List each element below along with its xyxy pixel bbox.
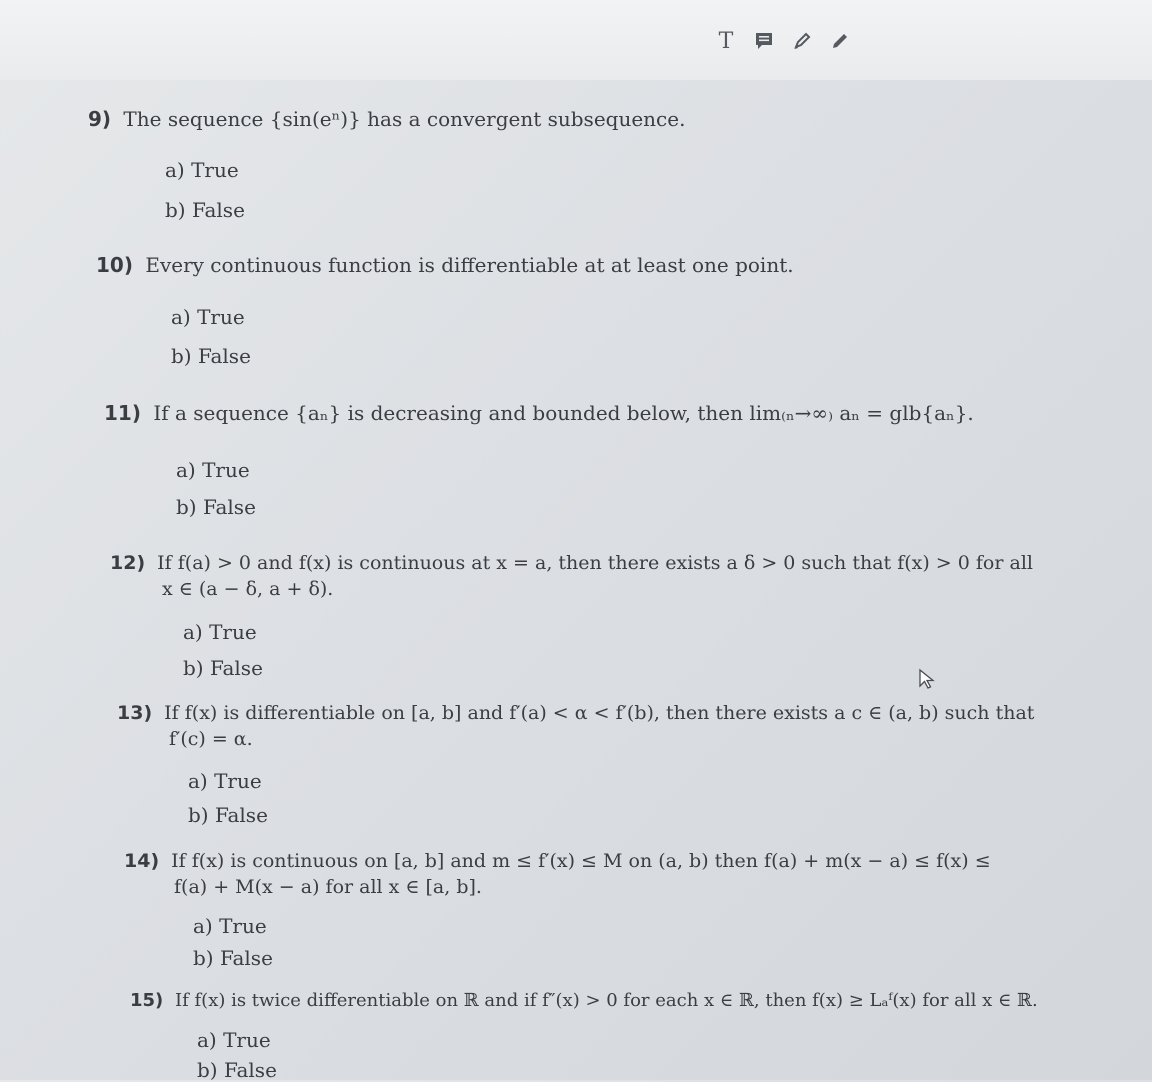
question-number: 12) (110, 552, 146, 574)
option-true[interactable]: a) True (197, 1028, 271, 1052)
option-true[interactable]: a) True (183, 620, 257, 644)
question-text: The sequence {sin(eⁿ)} has a convergent subsequence. (123, 107, 686, 131)
mouse-cursor-icon (918, 668, 938, 690)
question-number: 11) (104, 401, 141, 425)
question-15 (130, 988, 1038, 1014)
option-true[interactable]: a) True (171, 305, 245, 329)
question-text-continuation: f′(c) = α. (169, 728, 253, 750)
option-true[interactable]: a) True (188, 769, 262, 793)
option-false[interactable]: b) False (188, 803, 268, 827)
question-number: 13) (117, 702, 153, 724)
question-text: If f(x) is differentiable on [a, b] and f′(a) < α < f′(b), then there exists a c ∈ (a, b) such that (164, 702, 1035, 724)
highlighter-icon[interactable] (790, 29, 814, 53)
text-tool-icon[interactable]: T (718, 28, 734, 54)
question-14 (124, 848, 991, 900)
question-text: If f(x) is twice differentiable on ℝ and if f″(x) > 0 for each x ∈ ℝ, then f(x) ≥ Lₐᶠ(x) for all x ∈ ℝ. (175, 990, 1038, 1011)
question-10 (96, 252, 794, 278)
pen-icon[interactable] (828, 29, 852, 53)
question-number: 15) (130, 990, 164, 1011)
option-false[interactable]: b) False (176, 495, 256, 519)
option-true[interactable]: a) True (176, 458, 250, 482)
option-true[interactable]: a) True (165, 158, 239, 182)
annotation-toolbar (714, 26, 852, 56)
question-11 (104, 400, 974, 426)
option-true[interactable]: a) True (193, 914, 267, 938)
option-false[interactable]: b) False (165, 198, 245, 222)
question-9 (88, 106, 685, 132)
question-text: If f(x) is continuous on [a, b] and m ≤ f′(x) ≤ M on (a, b) then f(a) + m(x − a) ≤ f(x) ≤ (171, 850, 991, 872)
question-text-continuation: f(a) + M(x − a) for all x ∈ [a, b]. (174, 876, 482, 898)
question-12 (110, 550, 1033, 602)
option-false[interactable]: b) False (193, 946, 273, 970)
question-text: If a sequence {aₙ} is decreasing and bounded below, then lim₍ₙ→∞₎ aₙ = glb{aₙ}. (153, 401, 974, 425)
question-13 (117, 700, 1034, 752)
page-top-margin (0, 0, 1152, 80)
option-false[interactable]: b) False (171, 344, 251, 368)
question-number: 14) (124, 850, 160, 872)
question-text: Every continuous function is differentiable at at least one point. (145, 253, 794, 277)
question-number: 9) (88, 107, 112, 131)
option-false[interactable]: b) False (183, 656, 263, 680)
question-number: 10) (96, 253, 133, 277)
comment-icon[interactable] (752, 29, 776, 53)
question-text-continuation: x ∈ (a − δ, a + δ). (162, 578, 334, 600)
question-text: If f(a) > 0 and f(x) is continuous at x = a, then there exists a δ > 0 such that f(x) > 0 for all (157, 552, 1033, 574)
option-false[interactable]: b) False (197, 1058, 277, 1082)
